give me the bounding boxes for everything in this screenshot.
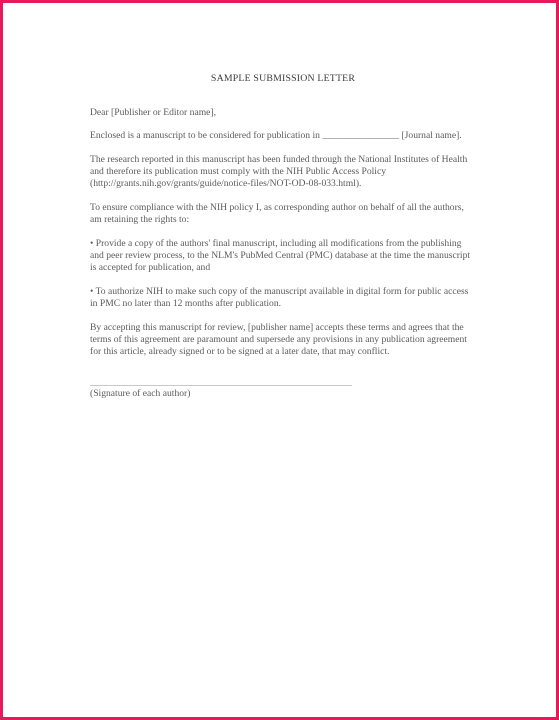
bullet-authorize-nih: • To authorize NIH to make such copy of the manuscript available in digital form for public access in PMC no later than 12 months after publication. <box>90 286 469 309</box>
letter-body <box>90 73 476 400</box>
letter-title: SAMPLE SUBMISSION LETTER <box>210 73 356 84</box>
paragraph-funding: The research reported in this manuscript has been funded through the National Institutes of Health and therefore its publication must comply with the NIH Public Access Policy (http://grants.nih.gov/grants/guide/notice-files/NOT-OD-08-033.html). <box>90 154 468 189</box>
signature-line <box>90 385 352 386</box>
paragraph-acceptance: By accepting this manuscript for review, [publisher name] accepts these terms and agrees that the terms of this agreement are paramount and supersede any provisions in any publication agreement for this article, already signed or to be signed at a later date, that may conflict. <box>90 322 467 357</box>
bullet-provide-copy: • Provide a copy of the authors' final manuscript, including all modifications from the publishing and peer review process, to the NLM's PubMed Central (PMC) database at the time the manuscript is accepted for publication, and <box>90 238 471 273</box>
greeting: Dear [Publisher or Editor name], <box>90 107 217 118</box>
paragraph-enclosed: Enclosed is a manuscript to be considered for publication in ________________ [Journal name]. <box>90 130 462 141</box>
paragraph-compliance: To ensure compliance with the NIH policy I, as corresponding author on behalf of all the authors, am retaining the rights to: <box>90 202 464 225</box>
signature-caption: (Signature of each author) <box>90 388 191 399</box>
